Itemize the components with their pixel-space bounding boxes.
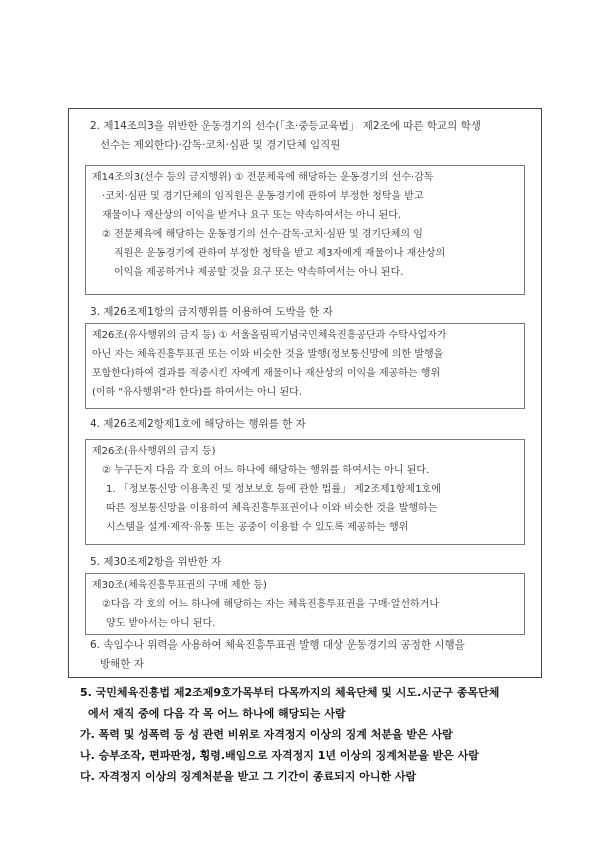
quote-line: 시스템을 설계·제작·유통 또는 공중이 이용할 수 있도록 제공하는 행위 [106, 522, 409, 533]
list-item-4 [90, 415, 306, 434]
list-item-5 [90, 553, 221, 572]
list-item-6-line-1: 6. 속임수나 위력을 사용하여 체육진흥투표권 발행 대상 운동경기의 공정한 시행을 [90, 639, 465, 651]
quote-line: (이하 "유사행위"라 한다)를 하여서는 아니 된다. [92, 387, 302, 398]
list-item-2-line-1: 2. 제14조의3을 위반한 운동경기의 선수(「초·중등교육법」 제2조에 따른 학교의 학생 [90, 120, 481, 132]
quote-line: 제14조의3(선수 등의 금지행위) ① 전문체육에 해당하는 운동경기의 선수·감독 [92, 172, 434, 183]
section-5-heading-cont: 에서 재직 중에 다음 각 목 어느 하나에 해당되는 사람 [88, 707, 346, 720]
quote-line: 이익을 제공하거나 제공할 것을 요구 또는 약속하여서는 아니 된다. [114, 267, 404, 278]
section-5-item-ga: 가. 폭력 및 성폭력 등 성 관련 비위로 자격정지 이상의 징계 처분을 받은 사람 [80, 728, 453, 741]
quote-article-26-2 [85, 439, 525, 545]
quote-line: 아닌 자는 체육진흥투표권 또는 이와 비슷한 것을 발행(정보통신망에 의한 발행을 [92, 349, 444, 360]
section-5-item-da: 다. 자격정지 이상의 징계처분을 받고 그 기간이 종료되지 아니한 사람 [80, 770, 417, 783]
quote-line: 제26조(유사행위의 금지 등) [92, 446, 216, 457]
quote-line: ·코치·심판 및 경기단체의 임직원은 운동경기에 관하여 부정한 청탁을 받고 [102, 191, 424, 202]
list-item-2 [90, 117, 481, 155]
quote-line: 1. 「정보통신망 이용촉진 및 정보보호 등에 관한 법률」 제2조제1항제1호에 [106, 484, 441, 495]
quote-line: 제30조(체육진흥투표권의 구매 제한 등) [92, 580, 267, 591]
quote-line: 재물이나 재산상의 이익을 받거나 요구 또는 약속하여서는 아니 된다. [102, 210, 402, 221]
quote-line: 포함한다)하여 결과를 적중시킨 자에게 재물이나 재산상의 이익을 제공하는 행위 [92, 368, 441, 379]
section-5-item-na: 나. 승부조작, 편파판정, 횡령.배임으로 자격정지 1년 이상의 징계처분을 받은 사람 [80, 749, 479, 762]
quote-line: ② 전문체육에 해당하는 운동경기의 선수·감독·코치·심판 및 경기단체의 임 [102, 229, 423, 240]
list-item-2-line-2: 선수는 제외한다)·감독·코치·심판 및 경기단체 임직원 [100, 139, 341, 151]
list-item-4-line-1: 4. 제26조제2항제1호에 해당하는 행위를 한 자 [90, 418, 306, 430]
list-item-6-line-2: 방해한 자 [100, 658, 144, 670]
list-item-5-line-1: 5. 제30조제2항을 위반한 자 [90, 556, 222, 568]
list-item-3-line-1: 3. 제26조제1항의 금지행위를 이용하여 도박을 한 자 [90, 306, 333, 318]
list-item-6 [90, 636, 465, 674]
quote-line: 따른 정보통신망을 이용하여 체육진흥투표권이나 이와 비슷한 것을 발행하는 [106, 503, 438, 514]
quote-line: ②다음 각 호의 어느 하나에 해당하는 자는 체육진흥투표권을 구매·알선하거나 [102, 599, 440, 610]
quote-article-14-3 [85, 165, 525, 295]
list-item-3 [90, 303, 333, 322]
quote-article-26-1 [85, 323, 525, 409]
quote-line: 제26조(유사행위의 금지 등) ① 서울올림픽기념국민체육진흥공단과 수탁사업자가 [92, 330, 447, 341]
quote-line: 양도 받아서는 아니 된다. [106, 618, 216, 629]
quote-line: 직원은 운동경기에 관하여 부정한 청탁을 받고 제3자에게 재물이나 재산상의 [114, 248, 446, 259]
section-5-heading: 5. 국민체육진흥법 제2조제9호가목부터 다목까지의 체육단체 및 시도.시군구 종목단체 [80, 686, 500, 699]
quote-article-30 [85, 573, 525, 635]
quote-line: ② 누구든지 다음 각 호의 어느 하나에 해당하는 행위를 하여서는 아니 된다. [102, 465, 430, 476]
